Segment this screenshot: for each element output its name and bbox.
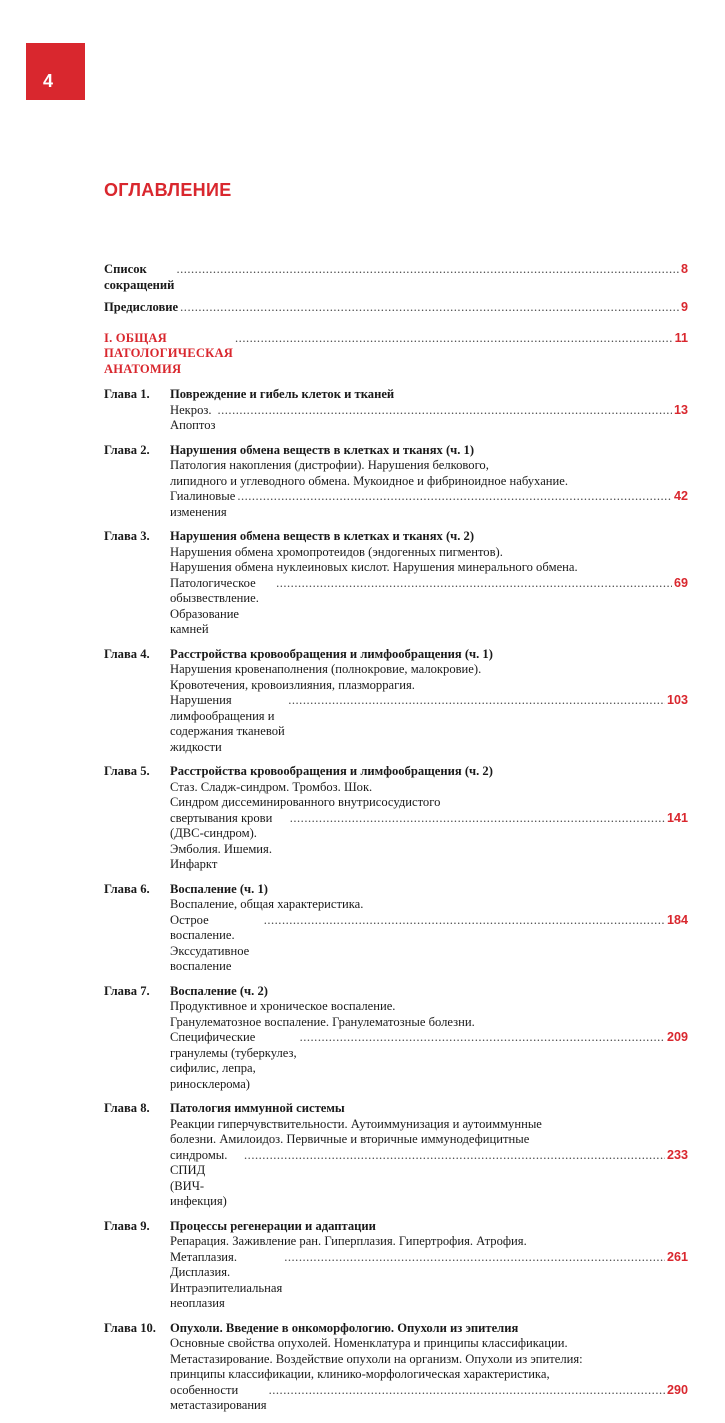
dot-leader [284, 1250, 665, 1266]
chapter-title: Патология иммунной системы [170, 1101, 345, 1115]
chapter-topic-line: Патология накопления (дистрофии). Нарушения белкового, [170, 458, 489, 472]
toc-chapter-entry[interactable] [104, 764, 688, 873]
chapter-label: Глава 4. [104, 646, 150, 661]
chapter-topic-line: Метастазирование. Воздействие опухоли на организм. Опухоли из эпителия: [170, 1351, 583, 1366]
toc-chapter-entry[interactable] [104, 387, 688, 434]
chapter-topic-line: Нарушения обмена нуклеиновых кислот. Нарушения минерального обмена. [170, 560, 578, 574]
dot-leader [276, 576, 672, 592]
toc-entry-title: Предисловие [104, 300, 179, 314]
toc-chapter-entry[interactable] [104, 1321, 688, 1414]
dot-leader [264, 913, 665, 929]
toc-chapter-entry[interactable] [104, 443, 688, 521]
toc-chapter-entry[interactable] [104, 1101, 688, 1210]
chapter-last-line [170, 1030, 688, 1092]
dot-leader [176, 262, 679, 278]
chapter-last-line [170, 1148, 688, 1210]
chapter-topic-line: Специфические гранулемы (туберкулез, сифилис, лепра, риносклерома) [170, 1030, 297, 1091]
chapter-topic-line: Гранулематозное воспаление. Гранулематозные болезни. [170, 1014, 475, 1029]
chapter-last-line [170, 1383, 688, 1414]
chapter-title: Нарушения обмена веществ в клетках и тканях (ч. 2) [170, 529, 475, 543]
chapter-topic-line: Кровотечения, кровоизлияния, плазморрагия. [170, 677, 415, 692]
chapter-label: Глава 6. [104, 881, 150, 896]
toc-page-number: 103 [666, 693, 688, 707]
toc-heading: ОГЛАВЛЕНИЕ [104, 180, 232, 200]
dot-leader [290, 811, 665, 827]
chapter-topic-line: Продуктивное и хроническое воспаление. [170, 999, 396, 1013]
toc-page-number: 8 [680, 262, 688, 276]
chapter-title: Процессы регенерации и адаптации [170, 1218, 376, 1233]
toc-page-number: 9 [680, 300, 688, 314]
toc-chapter-entry[interactable] [104, 647, 688, 756]
chapter-topic-line: Острое воспаление. Экссудативное воспаление [170, 912, 250, 973]
chapter-title: Повреждение и гибель клеток и тканей [170, 387, 395, 401]
chapter-title: Нарушения обмена веществ в клетках и тканях (ч. 1) [170, 442, 475, 457]
chapter-last-line [170, 403, 688, 434]
chapter-last-line [170, 913, 688, 975]
chapter-topic-line: Воспаление, общая характеристика. [170, 897, 364, 911]
chapter-list [104, 387, 688, 1414]
toc-entry-preface[interactable] [104, 300, 688, 316]
dot-leader [300, 1030, 665, 1046]
chapter-topic-line: Репарация. Заживление ран. Гиперплазия. Гипертрофия. Атрофия. [170, 1234, 527, 1248]
chapter-topic-line: Патологическое обызвествление. Образование камней [170, 575, 259, 636]
chapter-topic-line: Нарушения кровенаполнения (полнокровие, малокровие). [170, 662, 482, 676]
toc-part-entry[interactable] [104, 331, 688, 378]
chapter-last-line [170, 693, 688, 755]
chapter-topic-line: Нарушения обмена хромопротеидов (эндогенных пигментов). [170, 544, 503, 559]
toc-page-number: 13 [673, 402, 688, 417]
chapter-title: Расстройства кровообращения и лимфообращения (ч. 1) [170, 646, 493, 661]
chapter-topic-line: болезни. Амилоидоз. Первичные и вторичные иммунодефицитные [170, 1132, 530, 1146]
toc-page-number: 261 [666, 1249, 688, 1264]
chapter-topic-line: Реакции гиперчувствительности. Аутоиммунизация и аутоиммунные [170, 1116, 542, 1131]
toc-chapter-entry[interactable] [104, 882, 688, 975]
toc-chapter-entry[interactable] [104, 529, 688, 638]
toc-page-number: 209 [666, 1030, 688, 1044]
chapter-label: Глава 8. [104, 1101, 150, 1115]
toc-page-number: 184 [666, 912, 688, 927]
dot-leader [180, 300, 679, 316]
chapter-topic-line: свертывания крови (ДВС-синдром). Эмболия. Ишемия. Инфаркт [170, 810, 273, 871]
chapter-label: Глава 2. [104, 442, 150, 457]
chapter-topic-line: синдромы. СПИД (ВИЧ-инфекция) [170, 1147, 228, 1208]
chapter-topic-line: Синдром диссеминированного внутрисосудистого [170, 795, 441, 809]
toc-page-number: 11 [674, 330, 688, 345]
part-title: I. ОБЩАЯ ПАТОЛОГИЧЕСКАЯ АНАТОМИЯ [104, 330, 234, 376]
chapter-topic-line: Гиалиновые изменения [170, 489, 236, 519]
toc-page-number: 69 [673, 575, 688, 590]
chapter-topic-line: особенности метастазирования [170, 1382, 267, 1412]
toc-page-number: 141 [666, 810, 688, 825]
toc-chapter-entry[interactable] [104, 1219, 688, 1312]
toc-page-number: 233 [666, 1147, 688, 1162]
chapter-topic-line: Метаплазия. Дисплазия. Интраэпителиальная неоплазия [170, 1249, 283, 1310]
dot-leader [288, 693, 665, 709]
chapter-topic-line: Стаз. Сладж-синдром. Тромбоз. Шок. [170, 779, 373, 794]
chapter-last-line [170, 811, 688, 873]
page-number-tab [26, 43, 85, 100]
toc-entry-abbreviations[interactable] [104, 262, 688, 293]
dot-leader [217, 403, 672, 419]
dot-leader [244, 1148, 665, 1164]
chapter-title: Воспаление (ч. 2) [170, 983, 268, 998]
chapter-label: Глава 3. [104, 529, 150, 543]
toc-page-number: 290 [666, 1382, 688, 1397]
chapter-label: Глава 9. [104, 1218, 150, 1233]
chapter-title: Опухоли. Введение в онкоморфологию. Опухоли из эпителия [170, 1320, 519, 1335]
chapter-topic-line: Основные свойства опухолей. Номенклатура и принципы классификации. [170, 1336, 568, 1350]
toc-entry-title: Список сокращений [104, 262, 175, 292]
chapter-topic-line: Нарушения лимфообращения и содержания тканевой жидкости [170, 693, 285, 754]
chapter-label: Глава 7. [104, 983, 150, 998]
chapter-topic-line: Некроз. Апоптоз [170, 402, 216, 432]
chapter-title: Воспаление (ч. 1) [170, 881, 268, 896]
page-number: 4 [43, 71, 54, 91]
chapter-last-line [170, 489, 688, 520]
dot-leader [237, 489, 672, 505]
chapter-label: Глава 10. [104, 1320, 156, 1335]
chapter-label: Глава 1. [104, 387, 150, 401]
dot-leader [269, 1383, 665, 1399]
table-of-contents [104, 262, 688, 1423]
chapter-topic-line: принципы классификации, клинико-морфологическая характеристика, [170, 1367, 550, 1381]
chapter-title: Расстройства кровообращения и лимфообращения (ч. 2) [170, 764, 493, 778]
toc-page-number: 42 [673, 489, 688, 503]
chapter-last-line [170, 1250, 688, 1312]
dot-leader [235, 331, 673, 347]
chapter-last-line [170, 576, 688, 638]
chapter-topic-line: липидного и углеводного обмена. Мукоидное и фибриноидное набухание. [170, 473, 568, 488]
chapter-label: Глава 5. [104, 764, 150, 778]
